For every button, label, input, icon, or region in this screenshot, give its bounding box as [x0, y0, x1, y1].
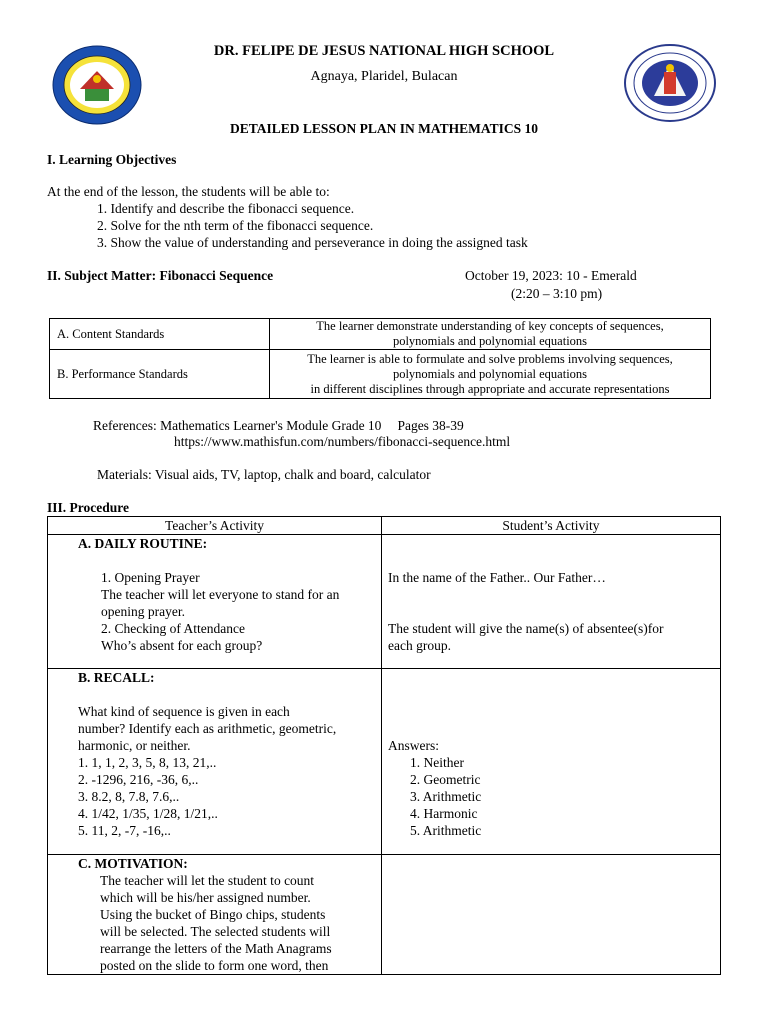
recall-teacher: B. RECALL: What kind of sequence is given in each number? Identify each as arithmetic, geometric, harmonic, or neither. 1. 1, 1, 2, 3, 5, 8, 13, 21,.. 2. -1296, 216, -36, 6,.. 3. 8.2, 8, 7.8, 7.6,.. 4. 1/42, 1/35, 1/28, 1/21,.. 5. 11, 2, -7, -16,..	[48, 669, 382, 855]
document-title: DETAILED LESSON PLAN IN MATHEMATICS 10	[230, 121, 538, 136]
standard-description: The learner demonstrate understanding of key concepts of sequences, polynomials and polynomial equations	[270, 319, 711, 350]
objectives-intro: At the end of the lesson, the students will be able to:	[47, 184, 330, 199]
materials: Materials: Visual aids, TV, laptop, chalk and board, calculator	[97, 467, 431, 482]
school-logo	[52, 45, 142, 125]
objective-item: 1. Identify and describe the fibonacci sequence.	[97, 201, 355, 216]
subject-heading: II. Subject Matter: Fibonacci Sequence	[47, 268, 274, 283]
motivation-teacher: C. MOTIVATION: The teacher will let the student to count which will be his/her assigned number. Using the bucket of Bingo chips, students will be selected. The selected students will rearrange the letters of the Math Anagrams posted on the slide to form one word, then	[48, 855, 382, 975]
objective-item: 3. Show the value of understanding and perseverance in doing the assigned task	[97, 235, 528, 250]
standard-description: The learner is able to formulate and solve problems involving sequences, polynomials and polynomial equations in different disciplines through appropriate and accurate representations	[270, 350, 711, 399]
deped-seal	[624, 44, 716, 122]
objectives-heading: I. Learning Objectives	[47, 152, 177, 167]
table-row	[50, 319, 711, 350]
standard-label: B. Performance Standards	[50, 350, 270, 399]
objective-item: 2. Solve for the nth term of the fibonacci sequence.	[97, 218, 374, 233]
column-header-teacher: Teacher’s Activity	[48, 517, 382, 535]
school-name: DR. FELIPE DE JESUS NATIONAL HIGH SCHOOL	[213, 43, 555, 59]
procedure-heading: III. Procedure	[47, 500, 129, 515]
daily-routine-student: In the name of the Father.. Our Father… The student will give the name(s) of absentee(s)for each group.	[382, 535, 721, 669]
table-row	[48, 535, 721, 669]
table-row	[48, 855, 721, 975]
lesson-date: October 19, 2023: 10 - Emerald	[465, 268, 637, 283]
lesson-time: (2:20 – 3:10 pm)	[511, 286, 603, 301]
recall-student: Answers: 1. Neither 2. Geometric 3. Arithmetic 4. Harmonic 5. Arithmetic	[382, 669, 721, 855]
table-row	[50, 350, 711, 399]
table-header-row	[48, 517, 721, 535]
standard-label: A. Content Standards	[50, 319, 270, 350]
references: References: Mathematics Learner's Module Grade 10 Pages 38-39	[93, 418, 464, 433]
standards-table	[49, 318, 711, 399]
procedure-table	[47, 516, 721, 975]
motivation-student	[382, 855, 721, 975]
column-header-student: Student’s Activity	[382, 517, 721, 535]
school-address: Agnaya, Plaridel, Bulacan	[310, 69, 458, 84]
daily-routine-teacher: A. DAILY ROUTINE: 1. Opening Prayer The teacher will let everyone to stand for an opening prayer. 2. Checking of Attendance Who’s absent for each group?	[48, 535, 382, 669]
reference-url: https://www.mathisfun.com/numbers/fibonacci-sequence.html	[174, 434, 511, 449]
table-row	[48, 669, 721, 855]
